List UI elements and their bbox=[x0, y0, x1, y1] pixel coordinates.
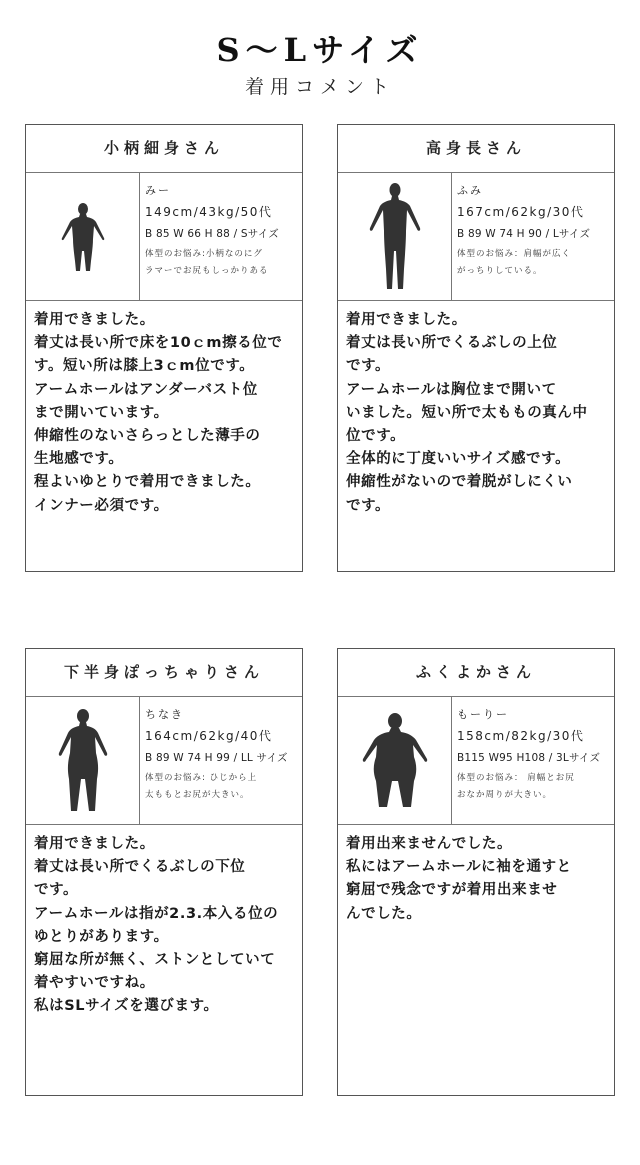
comment-line: アームホールはアンダーバスト位 bbox=[34, 381, 258, 398]
review-card-plump bbox=[337, 648, 615, 1096]
comment-line: 着丈は長い所で床を10ｃm擦る位で bbox=[34, 335, 283, 352]
comment-line: 窮屈で残念ですが着用出来ませ bbox=[346, 882, 558, 899]
card-title: 小柄細身さん bbox=[26, 125, 302, 173]
profile-info bbox=[451, 173, 614, 300]
comment-line: ゆとりがあります。 bbox=[34, 928, 169, 945]
comment-line: 窮屈な所が無く、ストンとしていて bbox=[34, 952, 276, 969]
review-card-tall bbox=[337, 124, 615, 572]
comment-line: インナー必須です。 bbox=[34, 497, 169, 514]
comment-line: 生地感です。 bbox=[34, 451, 124, 468]
comment-line: です。 bbox=[346, 358, 391, 375]
comment-line: 全体的に丁度いいサイズ感です。 bbox=[346, 451, 571, 468]
body-concern-line: 体型のお悩み:小柄なのにグ bbox=[145, 249, 263, 259]
reviewer-name: もーりー bbox=[457, 708, 509, 721]
comment-line: す。短い所は膝上3ｃm位です。 bbox=[34, 358, 255, 375]
comment-line: 私はSLサイズを選びます。 bbox=[34, 998, 219, 1015]
reviewer-name: みー bbox=[145, 184, 171, 197]
review-comment bbox=[338, 825, 614, 926]
comment-line: 着やすいですね。 bbox=[34, 975, 155, 992]
page-header bbox=[0, 30, 640, 99]
comment-line: 伸縮性がないので着脱がしにくい bbox=[346, 474, 573, 491]
body-concern-line: おなか周りが大きい。 bbox=[457, 790, 553, 800]
card-title: ふくよかさん bbox=[338, 649, 614, 697]
reviewer-sizes: B 89 W 74 H 90 / Lサイズ bbox=[457, 228, 591, 240]
body-concern-line: がっちりしている。 bbox=[457, 266, 543, 276]
card-title: 下半身ぽっちゃりさん bbox=[26, 649, 302, 697]
comment-line: 着丈は長い所でくるぶしの下位 bbox=[34, 859, 246, 876]
profile-info bbox=[139, 697, 302, 824]
reviewer-stats: 158cm/82kg/30代 bbox=[457, 729, 585, 743]
comment-line: 着用できました。 bbox=[34, 312, 155, 328]
page-title: S～Lサイズ bbox=[216, 31, 424, 69]
review-comment bbox=[338, 301, 614, 518]
reviewer-name: ちなき bbox=[145, 708, 184, 721]
page-subtitle: 着用コメント bbox=[244, 76, 395, 98]
comment-line: アームホールは指が2.3.本入る位の bbox=[34, 905, 279, 922]
reviewer-stats: 164cm/62kg/40代 bbox=[145, 729, 273, 743]
comment-line: 位です。 bbox=[346, 428, 406, 445]
profile-info bbox=[139, 173, 302, 300]
body-concern-line: 体型のお悩み: ひじから上 bbox=[145, 773, 258, 783]
body-silhouette-icon bbox=[26, 697, 139, 824]
reviewer-name: ふみ bbox=[457, 184, 483, 197]
reviewer-stats: 167cm/62kg/30代 bbox=[457, 205, 585, 219]
body-concern bbox=[145, 246, 296, 280]
comment-line: です。 bbox=[34, 882, 79, 899]
comment-line: です。 bbox=[346, 497, 391, 514]
body-concern bbox=[457, 770, 608, 804]
comment-line: 着用出来ませんでした。 bbox=[346, 836, 513, 852]
body-silhouette-icon bbox=[338, 697, 451, 824]
profile-row bbox=[338, 697, 614, 825]
comment-line: 私にはアームホールに袖を通すと bbox=[346, 859, 572, 876]
comment-line: んでした。 bbox=[346, 905, 422, 922]
body-concern bbox=[145, 770, 296, 804]
comment-line: 着用できました。 bbox=[34, 836, 155, 852]
body-concern bbox=[457, 246, 608, 280]
comment-line: 着丈は長い所でくるぶしの上位 bbox=[346, 335, 558, 352]
review-card-pear bbox=[25, 648, 303, 1096]
comment-line: 着用できました。 bbox=[346, 312, 467, 328]
reviewer-sizes: B 85 W 66 H 88 / Sサイズ bbox=[145, 228, 279, 240]
profile-info bbox=[451, 697, 614, 824]
review-comment bbox=[26, 301, 302, 518]
body-concern-line: 体型のお悩み：肩幅が広く bbox=[457, 249, 572, 259]
card-title: 高身長さん bbox=[338, 125, 614, 173]
profile-row bbox=[338, 173, 614, 301]
body-silhouette-icon bbox=[26, 173, 139, 300]
reviewer-sizes: B115 W95 H108 / 3Lサイズ bbox=[457, 752, 601, 764]
profile-row bbox=[26, 697, 302, 825]
review-comment bbox=[26, 825, 302, 1019]
reviewer-sizes: B 89 W 74 H 99 / LL サイズ bbox=[145, 752, 288, 764]
comment-line: いました。短い所で太ももの真ん中 bbox=[346, 404, 588, 421]
comment-line: アームホールは胸位まで開いて bbox=[346, 381, 557, 398]
comment-line: 伸縮性のないさらっとした薄手の bbox=[34, 428, 261, 445]
body-silhouette-icon bbox=[338, 173, 451, 300]
body-concern-line: 体型のお悩み： 肩幅とお尻 bbox=[457, 773, 575, 783]
body-concern-line: 太ももとお尻が大きい。 bbox=[145, 790, 250, 800]
reviewer-stats: 149cm/43kg/50代 bbox=[145, 205, 273, 219]
comment-line: 程よいゆとりで着用できました。 bbox=[34, 474, 261, 491]
body-concern-line: ラマーでお尻もしっかりある bbox=[145, 266, 269, 276]
review-card-petite bbox=[25, 124, 303, 572]
profile-row bbox=[26, 173, 302, 301]
comment-line: まで開いています。 bbox=[34, 404, 169, 421]
